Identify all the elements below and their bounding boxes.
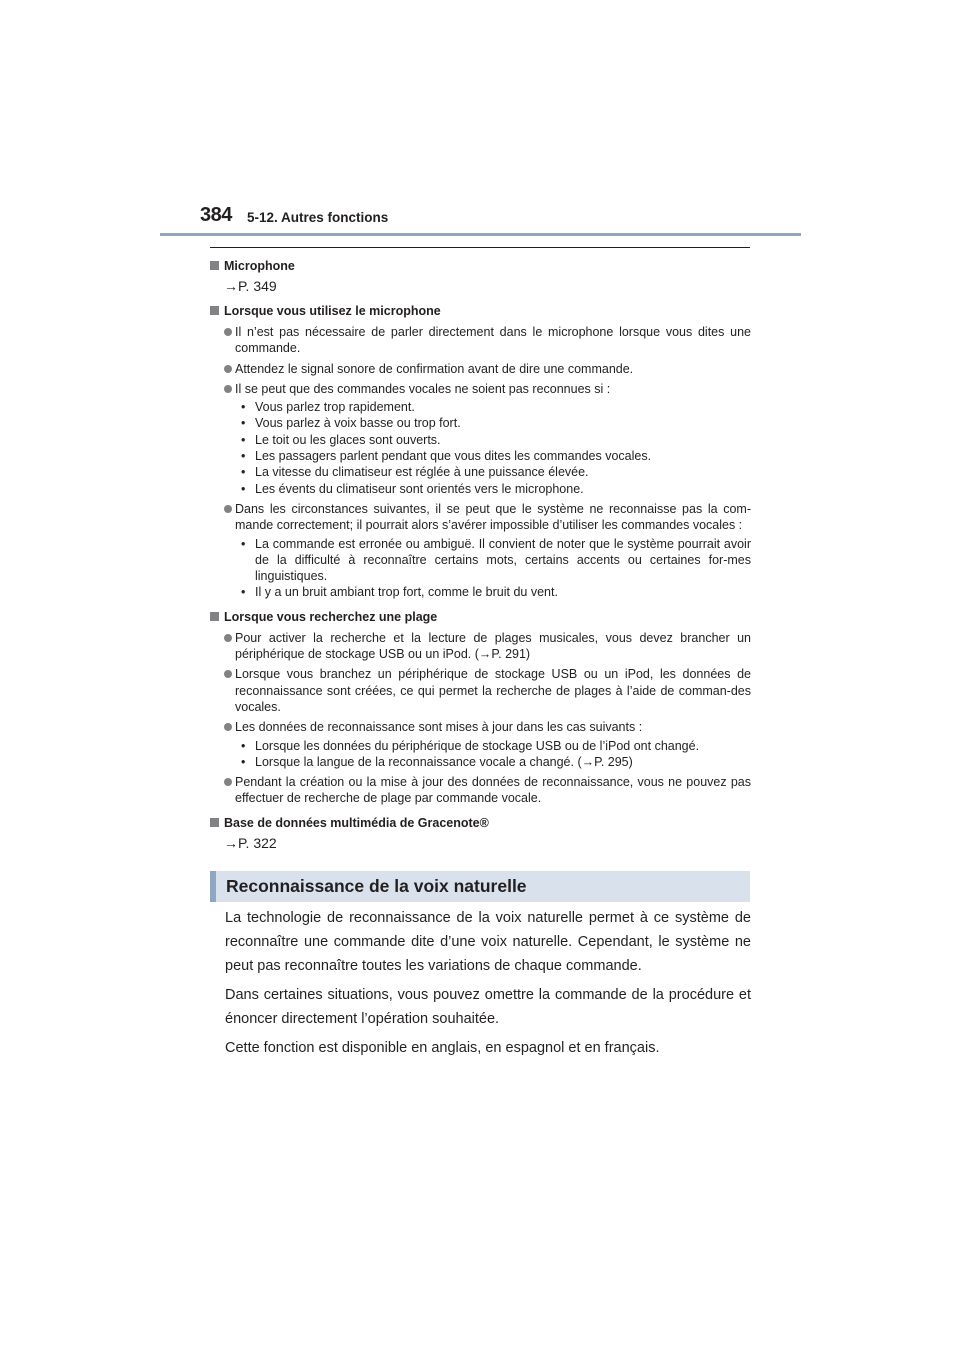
subheading-text: Microphone (224, 259, 295, 273)
sub-list-item: • Les passagers parlent pendant que vous dites les commandes vocales. (241, 449, 652, 464)
paragraph: Dans certaines situations, vous pouvez omettre la commande de la procédure et énoncer directement l’opération souhaitée. (225, 987, 751, 1027)
bullet-text: Attendez le signal sonore de confirmation avant de dire une commande. (235, 361, 634, 376)
bullet-text: Lorsque vous branchez un périphérique de stockage USB ou un iPod, les données de reconnaissance sont créées, ce qui permet la recherche de plages à l’aide de comman-des vocales. (235, 667, 751, 714)
paragraph: La technologie de reconnaissance de la voix naturelle permet à ce système de reconnaître une commande dite d’une voix naturelle. Cependant, le système ne peut pas reconnaître toutes les variations de chaque commande. (225, 910, 751, 974)
page-number: 384 (200, 204, 232, 226)
square-bullet-icon (210, 261, 219, 270)
bullet-text: Il n’est pas nécessaire de parler directement dans le microphone lorsque vous dites une commande. (235, 325, 751, 356)
square-bullet-icon (210, 818, 219, 827)
bullet-text: Les données de reconnaissance sont mises à jour dans les cas suivants : (235, 720, 643, 735)
bullet-item (210, 719, 751, 735)
square-bullet-icon (210, 306, 219, 315)
sub-list (210, 536, 751, 601)
bullet-text: Il se peut que des commandes vocales ne soient pas reconnues si : (235, 381, 611, 396)
top-divider (210, 247, 750, 248)
circle-bullet-icon (224, 634, 232, 642)
bullet-item (210, 501, 751, 534)
notes-content (210, 258, 751, 854)
banner-title: Reconnaissance de la voix naturelle (226, 876, 527, 896)
circle-bullet-icon (224, 365, 232, 373)
subheading-search-track (210, 609, 751, 626)
circle-bullet-icon (224, 778, 232, 786)
sub-list-item: • Les évents du climatiseur sont orientés vers le microphone. (241, 481, 584, 496)
bullet-text: Dans les circonstances suivantes, il se peut que le système ne reconnaisse pas la com-mande correctement; il pourrait alors s’avérer impossible d’utiliser les commandes vocales : (235, 501, 751, 533)
square-bullet-icon (210, 612, 219, 621)
section-banner (210, 871, 750, 902)
bullet-item (210, 324, 751, 357)
header-rule (160, 233, 801, 236)
page-reference: →P. 349 (224, 278, 277, 294)
section-title: 5-12. Autres fonctions (247, 210, 389, 225)
page-reference: →P. 322 (224, 834, 277, 851)
sub-list-item: • Le toit ou les glaces sont ouverts. (241, 432, 441, 447)
subheading-text: Lorsque vous recherchez une plage (224, 609, 438, 624)
subheading-text: Lorsque vous utilisez le microphone (224, 304, 441, 318)
sub-list-item: • Vous parlez à voix basse ou trop fort. (241, 416, 461, 431)
sub-list (210, 399, 751, 497)
bullet-text: Pour activer la recherche et la lecture de plages musicales, vous devez brancher un périphérique de stockage USB ou un iPod. (→P. 291) (235, 630, 751, 662)
circle-bullet-icon (224, 723, 232, 731)
sub-list-item: • Vous parlez trop rapidement. (241, 400, 415, 415)
bullet-item (210, 630, 751, 663)
bullet-text: Pendant la création ou la mise à jour des données de reconnaissance, vous ne pouvez pas effectuer de recherche de plage par commande vocale. (235, 775, 751, 806)
subheading-gracenote (210, 815, 751, 832)
bullet-item (210, 666, 751, 715)
body-text (225, 906, 751, 1065)
subheading-using-microphone (210, 303, 751, 320)
bullet-item (210, 361, 751, 377)
sub-list-item: • La vitesse du climatiseur est réglée à une puissance élevée. (241, 465, 589, 480)
bullet-item (210, 381, 751, 397)
circle-bullet-icon (224, 328, 232, 336)
sub-list-item: • Il y a un bruit ambiant trop fort, comme le bruit du vent. (241, 585, 558, 600)
sub-list-item: • Lorsque la langue de la reconnaissance vocale a changé. (→P. 295) (241, 754, 633, 769)
subheading-microphone (210, 258, 751, 275)
circle-bullet-icon (224, 670, 232, 678)
circle-bullet-icon (224, 385, 232, 393)
sub-list (210, 738, 751, 771)
sub-list-item: • Lorsque les données du périphérique de stockage USB ou de l’iPod ont changé. (241, 738, 700, 753)
paragraph: Cette fonction est disponible en anglais, en espagnol et en français. (225, 1040, 660, 1056)
circle-bullet-icon (224, 505, 232, 513)
sub-list-item: • La commande est erronée ou ambiguë. Il convient de noter que le système pourrait avoir de la difficulté à reconnaître certains mots, certains accents ou certaines for-mes linguistiques. (241, 536, 751, 584)
subheading-text: Base de données multimédia de Gracenote® (224, 815, 489, 830)
bullet-item (210, 774, 751, 807)
